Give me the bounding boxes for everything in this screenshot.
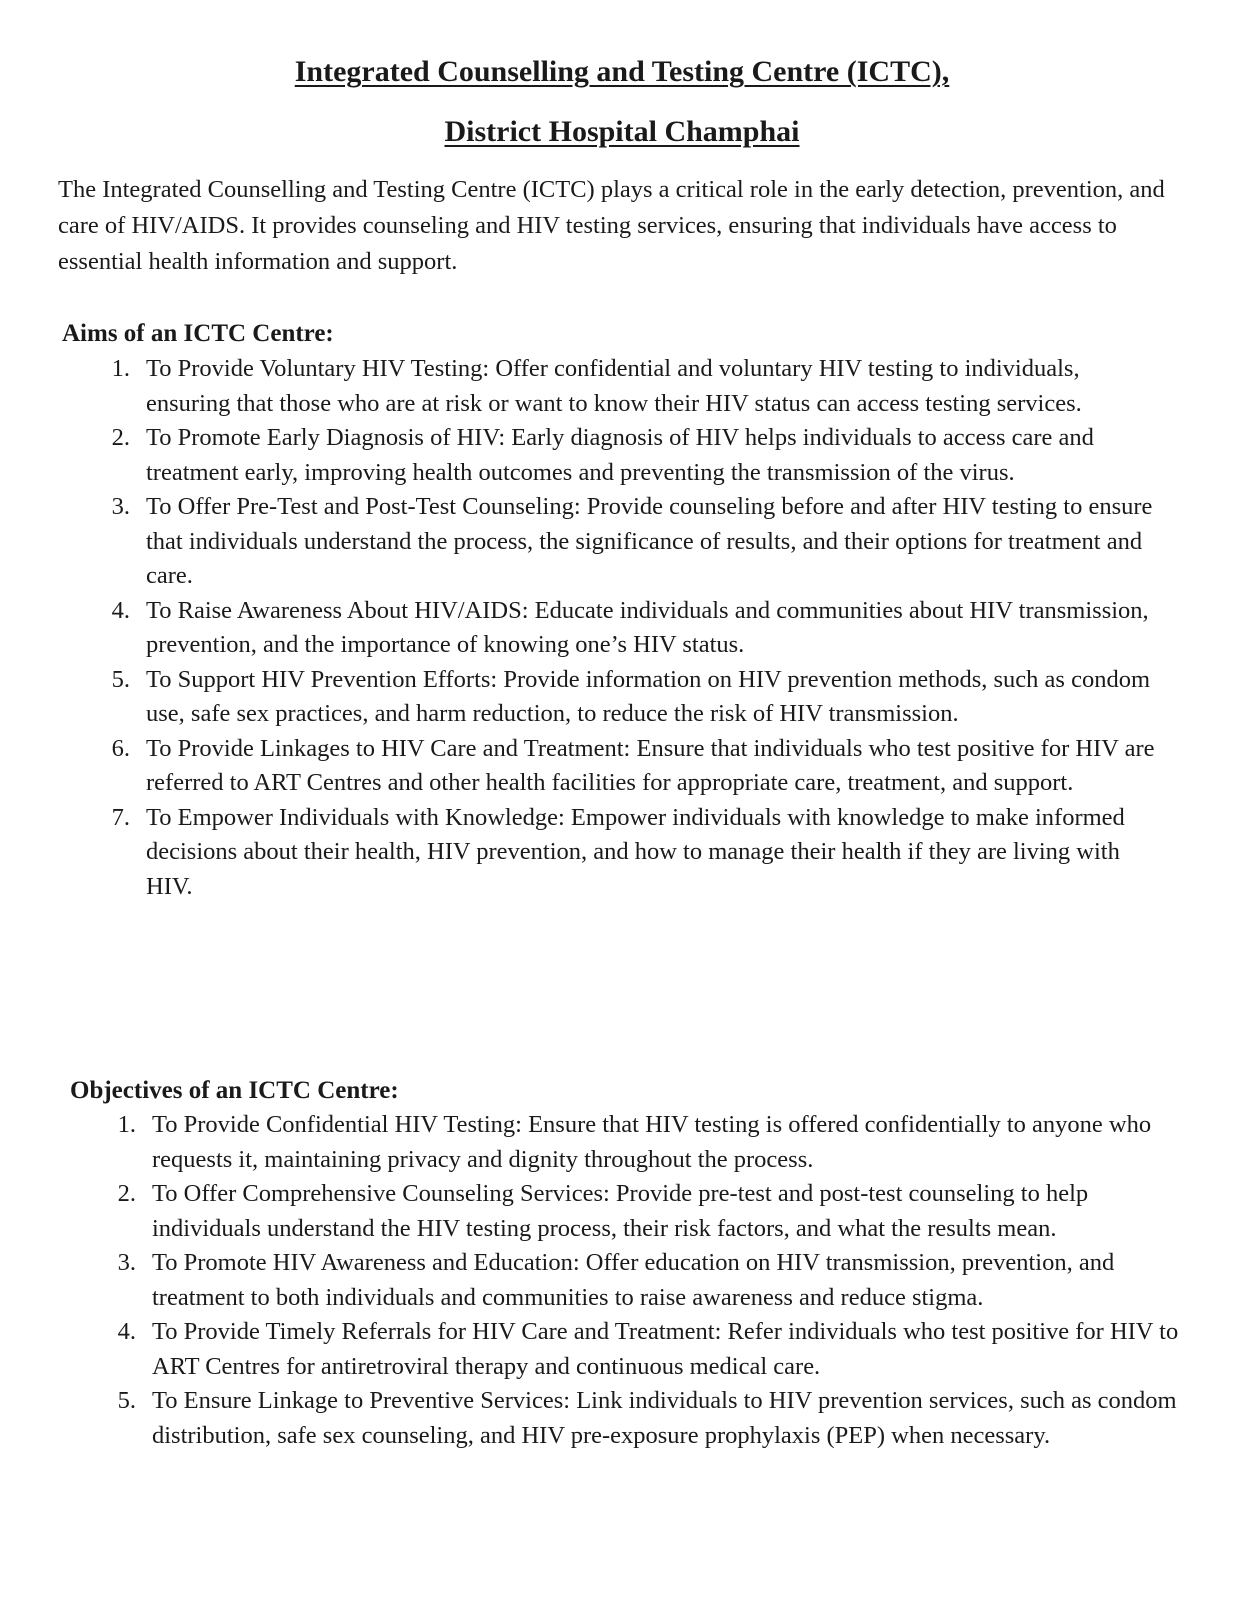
list-item xyxy=(100,801,1170,905)
document-title: Integrated Counselling and Testing Centre (ICTC), xyxy=(294,55,950,88)
aims-heading: Aims of an ICTC Centre: xyxy=(62,320,334,347)
list-item xyxy=(106,1108,1186,1177)
list-number: 1. xyxy=(117,1111,136,1138)
list-number: 5. xyxy=(117,1387,136,1414)
list-item xyxy=(106,1384,1186,1453)
list-item xyxy=(106,1246,1186,1315)
list-number: 5. xyxy=(111,665,130,693)
list-item-text: To Support HIV Prevention Efforts: Provide information on HIV prevention methods, such as condom use, safe sex practices, and harm reduction, to reduce the risk of HIV transmission. xyxy=(146,665,1151,727)
list-item-text: To Provide Confidential HIV Testing: Ensure that HIV testing is offered confidentially to anyone who requests it, maintaining privacy and dignity throughout the process. xyxy=(152,1111,1152,1173)
objectives-list xyxy=(106,1108,1186,1453)
list-item xyxy=(100,490,1170,594)
list-item-text: To Provide Voluntary HIV Testing: Offer confidential and voluntary HIV testing to individuals, ensuring that those who are at risk or want to know their HIV status can access testing services. xyxy=(146,355,1082,417)
list-item-text: To Raise Awareness About HIV/AIDS: Educate individuals and communities about HIV transmission, prevention, and the importance of knowing one’s HIV status. xyxy=(146,596,1149,658)
list-item-text: To Empower Individuals with Knowledge: Empower individuals with knowledge to make informed decisions about their health, HIV prevention, and how to manage their health if they are living with HIV. xyxy=(146,803,1125,900)
list-item xyxy=(100,732,1170,801)
list-number: 2. xyxy=(117,1180,136,1207)
document-subtitle: District Hospital Champhai xyxy=(444,115,800,148)
list-item-text: To Offer Comprehensive Counseling Services: Provide pre-test and post-test counseling to help individuals understand the HIV testing process, their risk factors, and what the results mean. xyxy=(152,1180,1089,1242)
list-item xyxy=(100,594,1170,663)
list-number: 2. xyxy=(111,424,130,451)
list-number: 7. xyxy=(111,803,130,831)
list-number: 6. xyxy=(111,734,130,762)
list-item-text: To Provide Timely Referrals for HIV Care and Treatment: Refer individuals who test positive for HIV to ART Centres for antiretroviral therapy and continuous medical care. xyxy=(152,1318,1179,1380)
list-number: 4. xyxy=(111,596,130,624)
list-item-text: To Promote Early Diagnosis of HIV: Early diagnosis of HIV helps individuals to access care and treatment early, improving health outcomes and preventing the transmission of the virus. xyxy=(146,424,1094,486)
aims-list xyxy=(100,352,1170,904)
list-item-text: To Provide Linkages to HIV Care and Treatment: Ensure that individuals who test positive for HIV are referred to ART Centres and other health facilities for appropriate care, treatment, and support. xyxy=(146,734,1155,796)
list-item-text: To Ensure Linkage to Preventive Services: Link individuals to HIV prevention services, such as condom distribution, safe sex counseling, and HIV pre-exposure prophylaxis (PEP) when necessary. xyxy=(152,1387,1177,1449)
list-number: 3. xyxy=(111,493,130,520)
list-number: 1. xyxy=(111,355,130,382)
list-item-text: To Offer Pre-Test and Post-Test Counseling: Provide counseling before and after HIV testing to ensure that individuals understand the process, the significance of results, and their options for treatment and care. xyxy=(146,493,1153,589)
list-item xyxy=(106,1177,1186,1246)
list-item xyxy=(100,352,1170,421)
intro-paragraph: The Integrated Counselling and Testing Centre (ICTC) plays a critical role in the early detection, prevention, and care of HIV/AIDS. It provides counseling and HIV testing services, ensuring that individuals have access to essential health information and support. xyxy=(58,176,1165,275)
list-item xyxy=(100,663,1170,732)
list-item xyxy=(106,1315,1186,1384)
list-item-text: To Promote HIV Awareness and Education: Offer education on HIV transmission, prevention, and treatment to both individuals and communities to raise awareness and reduce stigma. xyxy=(152,1249,1115,1311)
list-number: 3. xyxy=(117,1249,136,1276)
list-number: 4. xyxy=(117,1318,136,1345)
list-item xyxy=(100,421,1170,490)
objectives-heading: Objectives of an ICTC Centre: xyxy=(70,1077,399,1104)
